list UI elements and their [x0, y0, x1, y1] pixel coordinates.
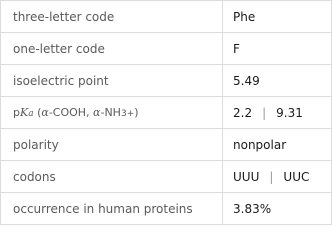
table-row [1, 1, 331, 32]
pka-nh: -NH [100, 106, 121, 119]
row-label-isoelectric-point: isoelectric point [1, 65, 223, 96]
row-value-pka [223, 97, 331, 128]
pka-value-1: 2.2 [233, 105, 253, 120]
pka-open-paren: ( [33, 106, 42, 119]
pka-label: p K a ( α -COOH, α -NH 3 + ) [13, 106, 139, 119]
value-separator: | [262, 105, 267, 120]
table-row [1, 160, 331, 192]
row-value-three-letter-code: Phe [233, 9, 256, 24]
table-row [1, 128, 331, 160]
codon-2: UUC [283, 169, 310, 184]
row-label-codons: codons [1, 161, 223, 192]
row-label-three-letter-code: three-letter code [1, 1, 223, 32]
row-label-one-letter-code: one-letter code [1, 33, 223, 64]
table-row [1, 96, 331, 128]
pka-cooh: -COOH, [48, 106, 94, 119]
row-label-occurrence: occurrence in human proteins [1, 193, 223, 224]
pka-p: p [13, 106, 20, 119]
value-separator: | [269, 169, 274, 184]
row-value-codons [223, 161, 331, 192]
row-label-pka [1, 97, 223, 128]
table-row [1, 32, 331, 64]
row-value-one-letter-code: F [233, 41, 240, 56]
pka-k: K [19, 106, 29, 119]
pka-value-2: 9.31 [276, 105, 303, 120]
row-value-occurrence: 3.83% [233, 201, 272, 216]
codon-1: UUU [233, 169, 260, 184]
table-row [1, 64, 331, 96]
row-label-polarity: polarity [1, 129, 223, 160]
pka-alpha-2: α [93, 106, 101, 119]
pka-close-paren: ) [134, 106, 139, 119]
row-value-isoelectric-point: 5.49 [233, 73, 260, 88]
row-value-polarity: nonpolar [233, 137, 287, 152]
pka-alpha-1: α [41, 106, 49, 119]
table-row [1, 192, 331, 224]
